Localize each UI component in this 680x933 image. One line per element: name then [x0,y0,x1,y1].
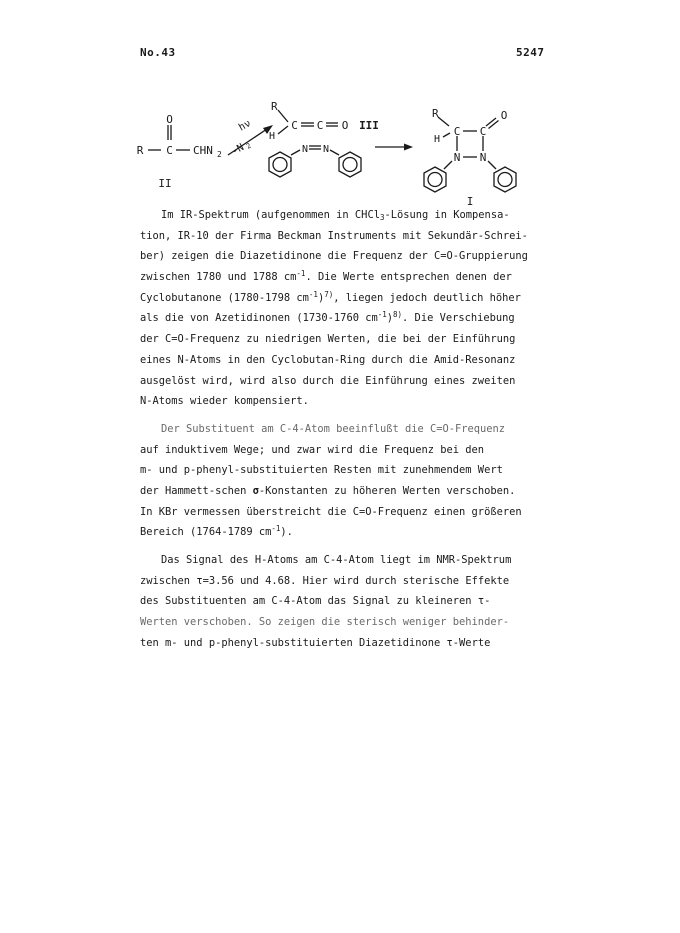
p1-line-4: zwischen 1780 und 1788 $cm^{-1}$. Die Werte entsprechen denen der [140,269,512,284]
p3-line-2: zwischen τ=3.56 und 4.68. Hier wird durch sterische Effekte [140,574,510,587]
bond-n-phenyl-right [488,161,496,169]
azobenzene-left-ring [269,152,291,177]
atom-c-ii: C [166,144,173,157]
group-chn-ii: CHN [193,144,213,157]
bond-ring-n-left [291,150,300,155]
label-i: I [466,195,474,208]
bond-n-phenyl-left [444,161,452,169]
diazetidinone-left-phenyl-ring [424,167,446,192]
atom-h-i: H [434,134,441,145]
reaction-scheme [130,95,550,215]
p2-line-5: In KBr vermessen überstreicht die C=O-Frequenz einen größeren [140,505,522,518]
p2-line-1: Der Substituent am C-4-Atom beeinflußt die C=O-Frequenz [161,422,506,435]
p3-line-4: Werten verschoben. So zeigen die sterisch weniger behinder- [140,616,510,629]
atom-c2-i: C [479,125,487,138]
diazetidinone-left-phenyl-circle [428,173,442,187]
p2-line-3: m- und p-phenyl-substituierten Resten mit zunehmendem Wert [140,464,503,477]
sigma-symbol: σ [252,484,259,497]
p1-line-6: als die von Azetidinonen (1730-1760 $cm^{-1})^{8)}$. Die Verschiebung [140,310,515,325]
atom-r-ii: R [136,144,144,157]
label-iii: III [359,119,379,132]
p1-line-3: ber) zeigen die Diazetidinone die Frequenz der C=O-Gruppierung [140,250,528,263]
azobenzene-right-ring-circle [343,158,357,172]
p1-line-2: tion, IR-10 der Firma Beckman Instruments mit Sekundär-Schrei- [140,229,528,242]
p1-line-8: eines N-Atoms in den Cyclobutan-Ring durch die Amid-Resonanz [140,353,516,366]
p3-line-5: ten m- und p-phenyl-substituierten Diazetidinone τ-Werte [140,636,491,649]
atom-n1-azo: N [301,144,309,155]
body-text [140,205,550,653]
atom-o-iii: O [341,119,349,132]
bond-r-c-iii [278,110,288,122]
p1-line-5: Cyclobutanone (1780-1798 $cm^{-1})^{7)}$, liegen jedoch deutlich höher [140,289,521,304]
atom-r-iii: R [271,100,278,113]
reaction-arrow-2-head [404,144,413,151]
atom-n1-i: N [453,151,461,164]
atom-c1-iii: C [291,119,298,132]
p3-line-1: Das Signal des H-Atoms am C-4-Atom liegt im NMR-Spektrum [161,554,512,566]
atom-r-i: R [432,107,439,120]
bond-h-c-iii [278,126,288,134]
tau-symbol: τ [477,595,485,608]
atom-o-ii: O [166,113,173,126]
p2-line-4: der Hammett-schen σ-Konstanten zu höheren Werten verschoben. [140,484,516,497]
atom-c2-iii: C [316,119,324,132]
bond-h-c-i [443,133,450,137]
arrow-1-below-label: -N [230,142,246,158]
atom-o-i: O [500,109,508,122]
p1-line-9: ausgelöst wird, wird also durch die Einführung eines zweiten [140,374,516,387]
atom-n2-azo: N [322,144,330,155]
arrow-1-above-label: hν [237,118,253,134]
tau-symbol: τ [446,636,453,649]
carbonyl-bond-i-a [486,118,496,126]
label-ii: II [158,177,172,190]
arrow-1-below-subscript: 2 [245,141,253,151]
diazetidinone-right-phenyl-circle [498,173,512,187]
azobenzene-right-ring [339,152,361,177]
atom-n2-i: N [479,151,487,164]
p1-line-1: Im IR-Spektrum (aufgenommen in CHCl$_3$-Lösung in Kompensa- [161,209,510,222]
p3-line-3: des Substituenten am C-4-Atom das Signal zu kleineren τ- [140,595,491,608]
journal-number: No.43 [140,46,176,59]
p1-line-10: N-Atoms wieder kompensiert. [140,395,309,408]
p2-line-2: auf induktivem Wege; und zwar wird die Frequenz bei den [140,443,485,456]
subscript-2-ii: 2 [217,150,222,159]
p2-line-6: Bereich (1764-1789 $cm^{-1}$). [140,524,293,539]
diazetidinone-right-phenyl-ring [494,167,516,192]
page-number: 5247 [516,46,545,59]
bond-r-c-i [438,117,449,126]
bond-n-ring-right [330,150,339,155]
atom-h-iii: H [269,131,276,142]
carbonyl-bond-i-b [489,121,499,129]
azobenzene-left-ring-circle [273,158,287,172]
tau-symbol: τ [196,574,203,587]
atom-c1-i: C [453,125,461,138]
p1-line-7: der C=O-Frequenz zu niedrigen Werten, die bei der Einführung [140,333,516,346]
